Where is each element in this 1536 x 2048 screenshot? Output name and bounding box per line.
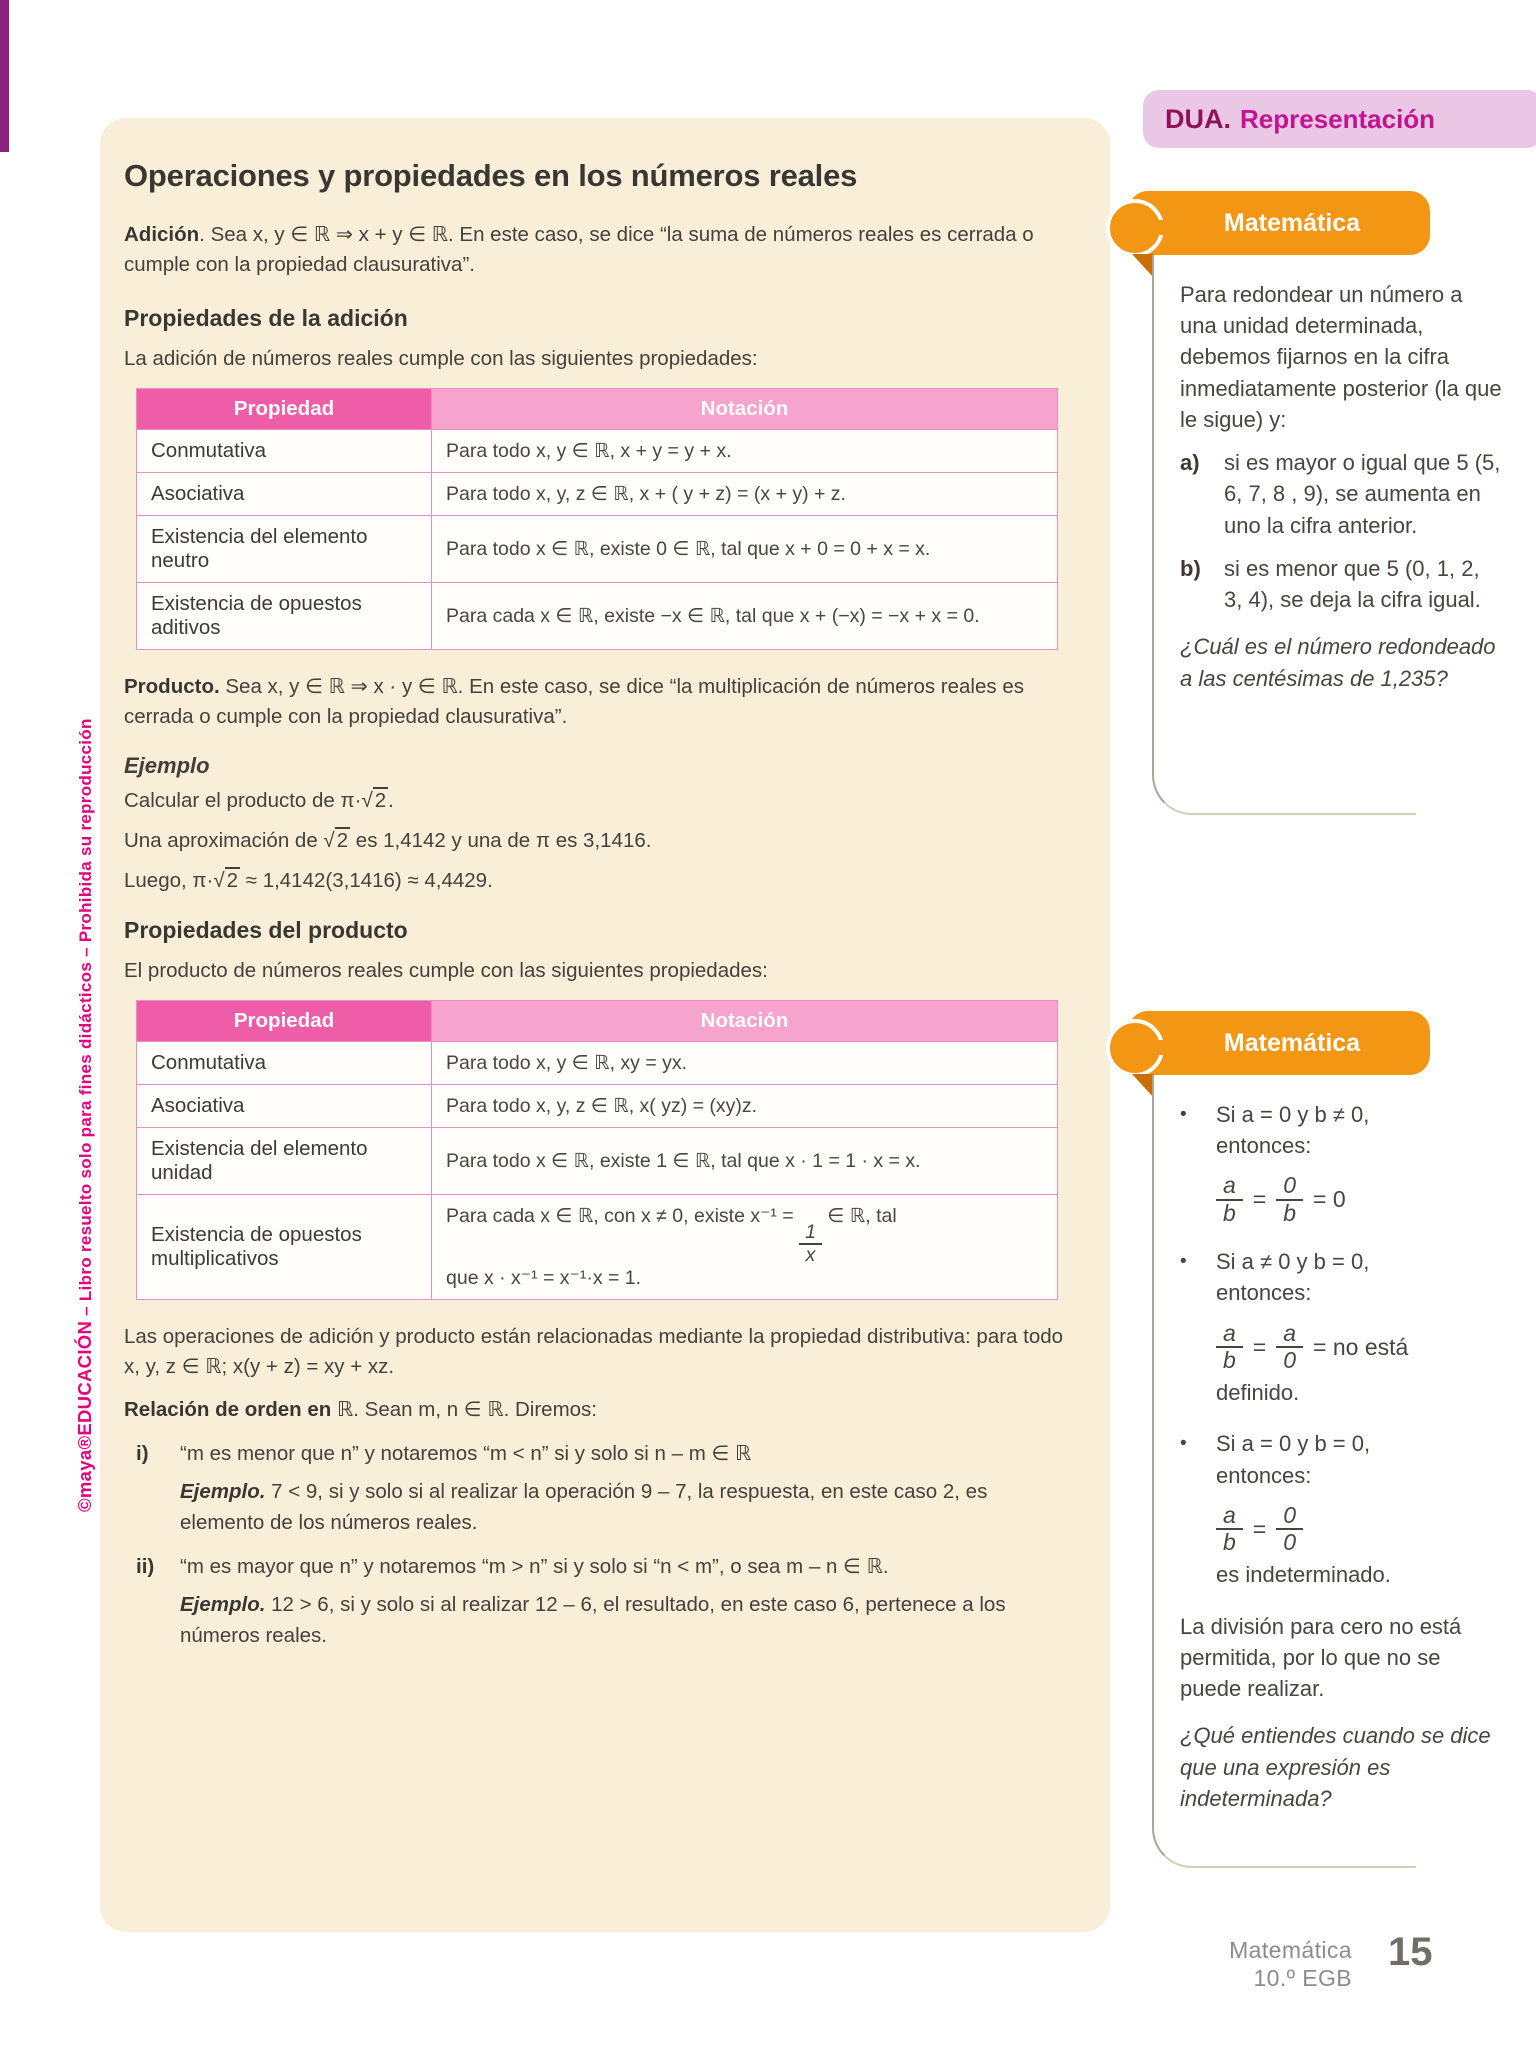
notation-cell: Para todo x, y ∈ ℝ, x + y = y + x. [432,429,1058,472]
denominator: 0 [1283,1529,1297,1556]
radical-icon: √ [361,788,373,812]
radicand: 2 [374,788,387,812]
props-adicion-heading: Propiedades de la adición [124,304,408,331]
example-line-2 [124,829,1066,853]
fraction [1276,1321,1303,1374]
equation-tail: = no está [1313,1333,1409,1360]
rounding-intro: Para redondear un número a una unidad determinada, debemos fijarnos en la cifra inmediatamente posterior (la que le sigue) y: [1180,282,1502,432]
matematica-box2 [1152,1075,1536,1868]
example-text: . [388,788,394,812]
distributive-paragraph: Las operaciones de adición y producto están relacionadas mediante la propiedad distributiva: para todo x, y, z ∈ ℝ; x(y + z) = xy + xz. [124,1325,1064,1379]
item-text: si es mayor o igual que 5 (5, 6, 7, 8 , 9), se aumenta en uno la cifra anterior. [1224,450,1501,538]
property-cell: Existencia del elemento neutro [137,515,432,582]
notation-cell: Para todo x, y, z ∈ ℝ, x + ( y + z) = (x + y) + z. [432,472,1058,515]
item-label: i) [136,1442,149,1466]
rounding-rule-a [1180,447,1502,541]
order-lead: Relación de orden en [124,1397,338,1421]
copyright-note: – Libro resuelto solo para fines didácticos – Prohibida su reproducción [76,718,95,1321]
item-text: si es menor que 5 (0, 1, 2, 3, 4), se deja la cifra igual. [1224,555,1481,613]
bullet-icon: • [1180,1433,1187,1455]
ejemplo-text: 12 > 6, si y solo si al realizar 12 – 6, el resultado, en este caso 6, pertenece a los números reales. [180,1593,1006,1647]
corner-accent-bar [0,0,9,152]
example-line-3 [124,869,1066,893]
table-row [137,429,1058,472]
equals-sign: = [1252,1333,1267,1360]
footer-course-label [1150,1936,1352,1992]
entonces-text: entonces: [1216,1462,1312,1488]
condition-text: Si a = 0 y b ≠ 0, [1216,1102,1370,1127]
page-number: 15 [1388,1930,1433,1974]
division-note: La división para cero no está permitida, por lo que no se puede realizar. [1180,1613,1462,1702]
bullet-icon: • [1180,1251,1187,1273]
table-header-row [137,388,1058,429]
property-cell: Asociativa [137,1084,432,1127]
example-text: Luego, π· [124,868,214,892]
notation-cell: Para todo x ∈ ℝ, existe 1 ∈ ℝ, tal que x · 1 = 1 · x = x. [432,1127,1058,1194]
condition-text: Si a = 0 y b = 0, [1216,1431,1371,1457]
column-header-notacion: Notación [432,388,1058,429]
ejemplo-i-paragraph [180,1477,1066,1538]
box-header-title: Matemática [1223,208,1361,237]
footer-course: Matemática [1229,1937,1352,1963]
ejemplo-text: 7 < 9, si y solo si al realizar la operación 9 – 7, la respuesta, en este caso 2, es elemento de los números reales. [180,1480,988,1534]
property-cell: Existencia de opuestos aditivos [137,582,432,649]
denominator: b [1223,1199,1236,1226]
notation-line-1 [446,1204,1043,1266]
fraction-equation [1216,1321,1502,1374]
notation-cell: Para todo x ∈ ℝ, existe 0 ∈ ℝ, tal que x + 0 = 0 + x = x. [432,515,1058,582]
table-row [137,1127,1058,1194]
property-cell: Conmutativa [137,1041,432,1084]
ejemplo-heading: Ejemplo [124,752,210,778]
publisher-c-icon [1106,199,1164,257]
numerator: 0 [1276,1503,1303,1530]
ordered-item-ii [136,1552,1066,1582]
item-label: b) [1180,555,1201,581]
box1-question: ¿Cuál es el número redondeado a las centésimas de 1,235? [1180,634,1496,691]
ordered-item-i [136,1439,1066,1469]
footer-grade: 10.º EGB [1253,1965,1352,1992]
table-header-row [137,1000,1058,1041]
props-producto-heading: Propiedades del producto [124,916,408,943]
sqrt-expression [213,867,240,892]
adicion-paragraph [124,220,1066,281]
product-properties-table [136,1000,1058,1300]
numerator: 0 [1276,1173,1303,1200]
publisher-brand: ©maya [74,1449,95,1512]
dua-label: Representación [1240,103,1436,134]
property-cell: Conmutativa [137,429,432,472]
equals-sign: = [1252,1515,1267,1542]
order-relation-paragraph [124,1395,1066,1425]
example-text: es 1,4142 y una de π es 3,1416. [350,828,652,852]
property-cell: Existencia de opuestos multiplicativos [137,1194,432,1299]
table-row [137,582,1058,649]
numerator: a [1276,1321,1303,1348]
column-header-propiedad: Propiedad [137,388,432,429]
sqrt-expression [361,787,388,812]
radical-icon: √ [213,868,225,892]
dua-badge [1143,90,1536,148]
matematica-box1-header [1128,191,1430,255]
fraction [799,1222,822,1266]
matematica-box1 [1152,255,1536,815]
numerator: a [1216,1321,1243,1348]
props-adicion-intro: La adición de números reales cumple con las siguientes propiedades: [124,346,758,370]
property-cell: Existencia del elemento unidad [137,1127,432,1194]
dua-prefix: DUA. [1165,103,1231,134]
producto-text: Sea x, y ∈ ℝ ⇒ x · y ∈ ℝ. En este caso, se dice “la multiplicación de números reales es cerrada o cumple con la propiedad clausurativa”. [124,674,1024,729]
header-fold-icon [1132,1074,1154,1098]
reals-symbol: ℝ [337,1397,354,1421]
sqrt-expression [323,827,350,852]
equation-result: es indeterminado. [1216,1562,1391,1588]
props-producto-intro: El producto de números reales cumple con las siguientes propiedades: [124,958,768,982]
example-text: Una aproximación de [124,828,324,852]
equation-tail: = 0 [1313,1186,1346,1213]
division-case-2 [1180,1246,1502,1414]
entonces-text: entonces: [1216,1280,1312,1306]
equation-result: definido. [1216,1380,1300,1406]
fraction [1276,1503,1303,1556]
table-row [137,1041,1058,1084]
matematica-box2-header [1128,1011,1430,1075]
notation-cell: Para todo x, y ∈ ℝ, xy = yx. [432,1041,1058,1084]
notation-cell [432,1194,1058,1299]
equals-sign: = [1252,1186,1267,1213]
fraction [1216,1173,1243,1226]
producto-paragraph [124,672,1066,733]
item-text: “m es menor que n” y notaremos “m < n” si y solo si n – m ∈ ℝ [180,1442,752,1466]
fraction [1276,1173,1303,1226]
denominator: b [1223,1346,1236,1373]
box2-question: ¿Qué entiendes cuando se dice que una expresión es indeterminada? [1180,1723,1491,1811]
page-title: Operaciones y propiedades en los números reales [124,158,858,193]
column-header-notacion: Notación [432,1000,1058,1041]
lesson-card [100,118,1110,1932]
header-fold-icon [1132,254,1154,278]
fraction-equation [1216,1503,1502,1556]
adicion-text: . Sea x, y ∈ ℝ ⇒ x + y ∈ ℝ. En este caso, se dice “la suma de números reales es cerrada o cumple con la propiedad clausurativa”. [124,223,1034,277]
denominator: b [1223,1529,1236,1556]
entonces-text: entonces: [1216,1133,1312,1159]
numerator: a [1216,1173,1243,1200]
table-row [137,472,1058,515]
denominator: 0 [1283,1346,1297,1373]
example-line-1 [124,789,1066,813]
copyright-vertical-text [74,718,96,1512]
notation-cell: Para cada x ∈ ℝ, existe −x ∈ ℝ, tal que x + (−x) = −x + x = 0. [432,582,1058,649]
denominator: b [1283,1199,1297,1226]
fraction [1216,1503,1243,1556]
property-cell: Asociativa [137,472,432,515]
publisher-brand-suffix: ®EDUCACIÓN [74,1320,95,1450]
example-text: Calcular el producto de π· [124,788,362,812]
example-text: ≈ 1,4142(3,1416) ≈ 4,4429. [240,868,493,892]
condition-text: Si a ≠ 0 y b = 0, [1216,1249,1370,1275]
producto-lead: Producto. [124,674,220,698]
adicion-lead: Adición [124,223,200,246]
division-case-3 [1180,1428,1502,1596]
fraction [1216,1321,1243,1374]
numerator: a [1216,1503,1243,1530]
rounding-rule-b [1180,553,1502,615]
addition-properties-table [136,388,1058,650]
ejemplo-ii-paragraph [180,1590,1066,1651]
notation-text: Para cada x ∈ ℝ, con x ≠ 0, existe x⁻¹ = [446,1204,800,1227]
numerator: 1 [799,1222,822,1245]
table-row [137,1084,1058,1127]
radical-icon: √ [323,828,335,852]
item-label: a) [1180,450,1200,476]
notation-line-2: que x · x⁻¹ = x⁻¹·x = 1. [446,1267,642,1290]
notation-cell: Para todo x, y, z ∈ ℝ, x( yz) = (xy)z. [432,1084,1058,1127]
radicand: 2 [336,828,349,852]
bullet-icon: • [1180,1104,1187,1125]
fraction-equation [1216,1173,1502,1226]
ejemplo-lead: Ejemplo. [180,1593,266,1617]
denominator: x [805,1244,816,1267]
box-header-title: Matemática [1223,1028,1361,1057]
publisher-c-icon [1106,1019,1164,1077]
order-text: . Sean m, n ∈ ℝ. Diremos: [353,1397,597,1421]
item-text: “m es mayor que n” y notaremos “m > n” si y solo si “n < m”, o sea m – n ∈ ℝ. [180,1555,889,1579]
notation-text: ∈ ℝ, tal [821,1204,897,1227]
column-header-propiedad: Propiedad [137,1000,432,1041]
radicand: 2 [226,868,239,892]
table-row [137,1194,1058,1299]
ejemplo-lead: Ejemplo. [180,1480,266,1504]
table-row [137,515,1058,582]
item-label: ii) [136,1555,155,1579]
division-case-1 [1180,1099,1502,1232]
